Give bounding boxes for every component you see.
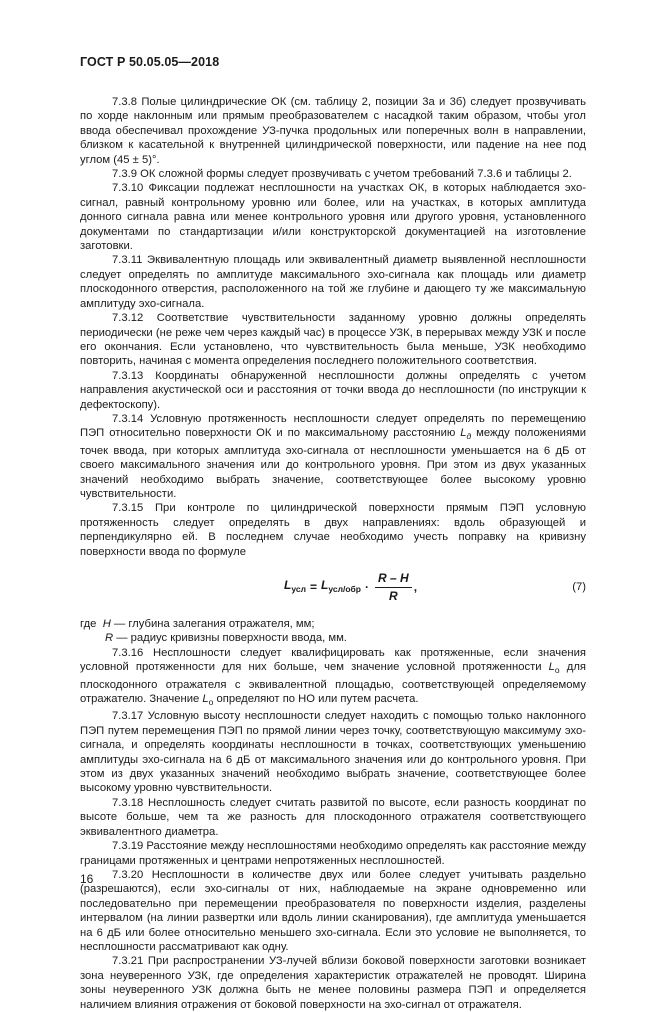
paragraph-7-3-11: 7.3.11 Эквивалентную площадь или эквивалентный диаметр выявленной несплошности следует определять по амплитуде максимального эхо-сигнала как площадь или диаметр плоскодонного отверстия, расположенного на той же глубине и дающего ту же максимальную амплитуду эхо-сигнала. <box>80 254 586 310</box>
paragraph-7-3-14 <box>80 412 586 501</box>
formula-number: (7) <box>572 581 586 593</box>
formula-numerator: R – H <box>375 571 412 588</box>
legend-h <box>80 617 586 631</box>
formula-expression <box>284 571 417 604</box>
paragraph-7-3-14-part-b: между положениями точек ввода, при которых амплитуда эхо-сигнала от несплошности уменьшается на 6 дБ от своего максимального значения или до контрольного уровня. При этом из двух указанных значений необходимо выбрать значение, соответствующее более высокому уровню чувствительности. <box>80 427 586 500</box>
paragraph-7-3-15: 7.3.15 При контроле по цилиндрической поверхности прямым ПЭП условную протяженность следует определять в двух направлениях: вдоль образующей и перпендикулярно ей. В последнем случае необходимо учесть поправку на кривизну поверхности ввода по формуле <box>80 502 586 558</box>
legend-r-symbol: R <box>105 632 114 645</box>
document-body <box>80 95 586 1012</box>
paragraph-7-3-12: 7.3.12 Соответствие чувствительности заданному уровню должны определять периодически (не реже чем через каждый час) в процессе УЗК, в перерывах между УЗК и после его окончания. Если установлено, что чувствительность была меньше, УЗК необходимо повторить, начиная с момента определения последнего положительного соответствия. <box>80 312 586 368</box>
paragraph-7-3-16-part-b: для плоскодонного отражателя с эквивалентной площадью, соответствующей определяемому отражателю. Значение <box>80 661 586 706</box>
legend-lead: где <box>80 618 97 630</box>
legend-h-symbol: H <box>102 618 111 630</box>
paragraph-7-3-16 <box>80 646 586 710</box>
formula-denominator: R <box>389 589 398 603</box>
legend-h-text: — глубина залегания отражателя, мм; <box>113 618 315 630</box>
paragraph-7-3-18: 7.3.18 Несплошность следует считать развитой по высоте, если разность координат по высоте больше, чем та же разность для плоскодонного отражателя соответствующего эквивалентного диаметра. <box>80 796 586 838</box>
paragraph-7-3-17: 7.3.17 Условную высоту несплошности следует находить с помощью только наклонного ПЭП путем перемещения ПЭП по прямой линии через точку, соответствующую максимуму эхо-сигнала, и определять координаты несплошности в точках, соответствующих уменьшению амплитуды эхо-сигнала на 6 дБ от максимального значения или до контрольного уровня. При этом из двух указанных значений необходимо выбрать значение, соответствующее более высокому уровню чувствительности. <box>80 710 586 795</box>
document-header: ГОСТ Р 50.05.05—2018 <box>80 55 220 69</box>
formula-7 <box>80 563 586 615</box>
formula-rhs-subscript: усл/обр <box>328 584 361 595</box>
symbol-lo-subscript: о <box>554 665 560 676</box>
legend-r-text: — радиус кривизны поверхности ввода, мм. <box>116 632 347 645</box>
paragraph-7-3-9: 7.3.9 ОК сложной формы следует прозвучивать с учетом требований 7.3.6 и таблицы 2. <box>112 168 572 181</box>
paragraph-7-3-19: 7.3.19 Расстояние между несплошностями необходимо определять как расстояние между границами протяженных и центрами непротяженных несплошностей. <box>80 840 586 867</box>
formula-lhs-symbol: L <box>284 578 292 593</box>
paragraph-7-3-10: 7.3.10 Фиксации подлежат несплошности на участках ОК, в которых наблюдается эхо-сигнал, равный контрольному уровню или более, или на участках, в которых амплитуда донного сигнала равна или менее контрольного уровня или другого уровня, установленного документами по стандартизации и/или конструкторской документацией на изготовление заготовки. <box>80 182 586 253</box>
formula-dot: · <box>365 580 369 595</box>
paragraph-7-3-14-part-a: 7.3.14 Условную протяженность несплошности следует определять по перемещению ПЭП относительно поверхности ОК и по максимальному расстоянию <box>80 412 586 440</box>
page-number: 16 <box>80 872 94 886</box>
formula-lhs-subscript: усл <box>291 584 306 595</box>
symbol-l: L <box>460 427 467 440</box>
formula-equals: = <box>310 580 318 595</box>
paragraph-7-3-16-part-c: определяют по НО или путем расчета. <box>213 693 419 706</box>
symbol-l-subscript: д <box>466 431 472 442</box>
symbol-lo: L <box>548 661 555 674</box>
symbol-lo-2: L <box>202 693 209 706</box>
formula-rhs-symbol: L <box>321 578 329 593</box>
paragraph-7-3-16-part-a: 7.3.16 Несплошности следует квалифицировать как протяженные, если значения условной протяженности для них больше, чем значение условной протяженности <box>80 646 586 674</box>
formula-comma: , <box>413 580 418 595</box>
paragraph-7-3-13: 7.3.13 Координаты обнаруженной несплошности должны определять с учетом направления акустической оси и расстояния от точки ввода до несплошности (по инструкции к дефектоскопу). <box>80 369 586 411</box>
formula-rhs <box>321 578 361 596</box>
formula-legend <box>80 617 586 646</box>
paragraph-7-3-8: 7.3.8 Полые цилиндрические ОК (см. таблицу 2, позиции 3а и 3б) следует прозвучивать по хорде наклонным или прямым преобразователем с насадкой таким образом, чтобы угол ввода обеспечивал прохождение УЗ-пучка продольных или поперечных волн в направлении, близком к касательной к внутренней цилиндрической поверхности, или падение на нее под углом (45 ± 5)°. <box>80 96 586 166</box>
paragraph-7-3-21: 7.3.21 При распространении УЗ-лучей вблизи боковой поверхности заготовки возникает зона неуверенного УЗК, где определения характеристик отражателей не проводят. Ширина зоны неуверенного УЗК должна быть не менее половины размера ПЭП и определяется наличием влияния отражения от боковой поверхности на эхо-сигнал от отражателя. <box>80 955 586 1011</box>
formula-lhs <box>284 578 306 596</box>
legend-r <box>80 631 586 645</box>
paragraph-7-3-20: 7.3.20 Несплошности в количестве двух или более следует учитывать раздельно (разрешаются), если эхо-сигналы от них, наблюдаемые на экране одновременно или последовательно при перемещении преобразователя по поверхности изделия, разделены интервалом (на линии развертки или вдоль линии сканирования), где амплитуда уменьшается на 6 дБ или более относительно меньшего эхо-сигнала. Если это условие не выполняется, то несплошности рассматривают как одну. <box>80 868 586 953</box>
symbol-lo-2-subscript: о <box>208 697 214 708</box>
formula-fraction <box>375 571 412 604</box>
